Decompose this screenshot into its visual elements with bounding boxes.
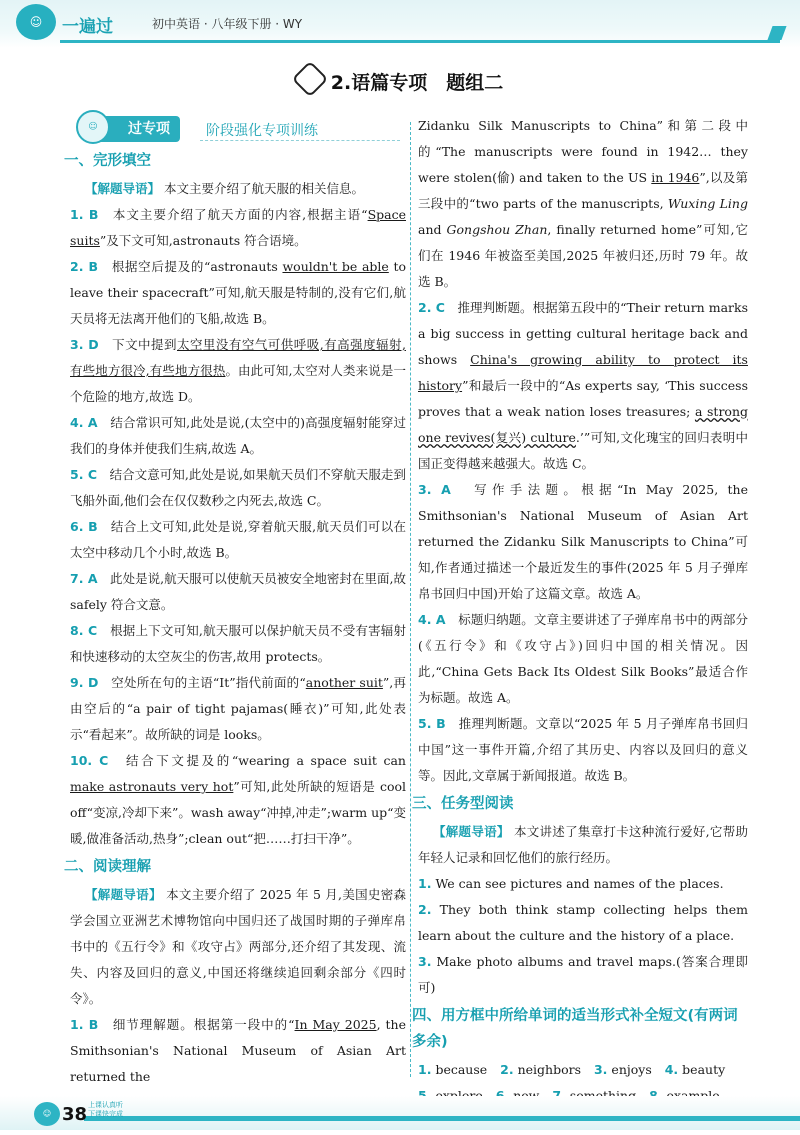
- answer-item-continued: Zidanku Silk Manuscripts to China”和第二段中的“The manuscripts were found in 1942… they were stolen(偷) and taken to the US in 1946”,以及第三段中的“two parts of the manuscripts, Wuxing Ling and Gongshou Zhan, finally returned home”可知,它们在 1946 年被盗至美国,2025 年被归还,历时 79 年。故选 B。: [418, 118, 748, 289]
- section-heading-cloze: 一、完形填空: [64, 153, 151, 169]
- answer-item: 3. A 写作手法题。根据“In May 2025, the Smithsonian's National Museum of Asian Art returned the Zidanku Silk Manuscripts to China”可知,作者通过描述一个最近发生的事件(2025 年 5 月子弹库帛书回归中国)开始了这篇文章。故选 A。: [418, 482, 748, 601]
- answer-item: 2. C 推理判断题。根据第五段中的“Their return marks a big success in getting cultural heritage back and shows China's growing ability to protect its history”和最后一段中的“As experts say, ‘This success proves that a weak nation loses treasures; a strong one revives(复兴) culture.’”可知,文化瑰宝的回归表明中国正变得越来越强大。故选 C。: [418, 300, 748, 471]
- banner-underline: [200, 140, 400, 141]
- answer-item: 8. C 根据上下文可知,航天服可以保护航天员不受有害辐射和快速移动的太空灰尘的伤害,故用 protects。: [70, 623, 406, 664]
- answer-item: 3. Make photo albums and travel maps.(答案合理即可): [418, 954, 748, 995]
- header-rule: [60, 40, 780, 43]
- guide-task-reading: 【解题导语】 本文讲述了集章打卡这种流行爱好,它帮助年轻人记录和回忆他们的旅行经历。: [418, 824, 748, 865]
- word-answer: 2. neighbors: [500, 1062, 581, 1077]
- word-answer: 3. enjoys: [593, 1062, 652, 1077]
- page-title-wrap: [0, 66, 800, 95]
- page-number: 38: [62, 1104, 88, 1125]
- footer-motto: 上课认真听 下课快完成: [88, 1101, 123, 1118]
- left-column: [64, 110, 407, 1090]
- right-column: [412, 113, 748, 1135]
- answer-item: 4. A 结合常识可知,此处是说,(太空中的)高强度辐射能穿过我们的身体并使我们生病,故选 A。: [70, 415, 406, 456]
- answer-item: 5. C 结合文意可知,此处是说,如果航天员们不穿航天服走到飞船外面,他们会在仅仅数秒之内死去,故选 C。: [70, 467, 406, 508]
- answer-item: 2. B 根据空后提及的“astronauts wouldn't be able to leave their spacecraft”可知,航天服是特制的,没有它们,航天员将无法离开他们的飞船,故选 B。: [70, 259, 406, 326]
- answer-item: 2. They both think stamp collecting helps them learn about the culture and the history of a place.: [418, 902, 748, 943]
- answer-item: 4. A 标题归纳题。文章主要讲述了子弹库帛书中的两部分(《五行令》和《攻守占》)回归中国的相关情况。因此,“China Gets Back Its Oldest Silk Books”最适合作为标题。故选 A。: [418, 612, 748, 705]
- section-heading-word-fill: 四、用方框中所给单词的适当形式补全短文(有两词多余): [412, 1008, 738, 1050]
- answer-item: 3. D 下文中提到太空里没有空气可供呼吸,有高强度辐射,有些地方很冷,有些地方很热。由此可知,太空对人类来说是一个危险的地方,故选 D。: [70, 337, 406, 404]
- brand-name: 一遍过: [62, 17, 113, 37]
- mascot-logo-icon: ☺: [16, 4, 56, 40]
- answer-item: 1. B 细节理解题。根据第一段中的“In May 2025, the Smithsonian's National Museum of Asian Art returned the: [70, 1017, 406, 1084]
- section-heading-reading: 二、阅读理解: [64, 859, 151, 875]
- section-heading-task-reading: 三、任务型阅读: [412, 796, 514, 812]
- answer-item: 5. B 推理判断题。文章以“2025 年 5 月子弹库帛书回归中国”这一事件开篇,介绍了其历史、内容以及回归的意义等。因此,文章属于新闻报道。故选 B。: [418, 716, 748, 783]
- mascot-badge-icon: ☺: [76, 110, 110, 144]
- mascot-footer-icon: ☺: [34, 1102, 60, 1126]
- section-banner: [70, 110, 406, 144]
- answer-item: 10. C 结合下文提及的“wearing a space suit can make astronauts very hot”可知,此处所缺的短语是 cool off“变凉,冷却下来”。wash away“冲掉,冲走”;warm up“变暖,做准备活动,热身”;clean out“把……打扫干净”。: [70, 753, 407, 846]
- answer-item: 1. B 本文主要介绍了航天方面的内容,根据主语“Space suits”及下文可知,astronauts 符合语境。: [70, 207, 406, 248]
- banner-text: 阶段强化专项训练: [206, 123, 318, 139]
- footer-rule: [84, 1116, 800, 1121]
- guide-reading: 【解题导语】 本文主要介绍了 2025 年 5 月,美国史密森学会国立亚洲艺术博物馆向中国归还了战国时期的子弹库帛书中的《五行令》和《攻守占》两部分,还介绍了其发现、流失、内容及回归的意义,中国还将继续追回剩余部分《四时令》。: [70, 887, 406, 1006]
- answer-item: 6. B 结合上文可知,此处是说,穿着航天服,航天员们可以在太空中移动几个小时,故选 B。: [70, 519, 406, 560]
- word-answer: 1. because: [418, 1062, 488, 1077]
- column-divider: [410, 122, 411, 1077]
- page-title: 2.语篇专项 题组二: [330, 72, 504, 94]
- answer-item: 9. D 空处所在句的主语“It”指代前面的“another suit”,再由空后的“a pair of tight pajamas(睡衣)”可知,此处表示“看起来”。故所缺的词是 looks。: [70, 675, 406, 742]
- word-answer: 4. beauty: [664, 1062, 726, 1077]
- book-subtitle: 初中英语 · 八年级下册 · WY: [152, 17, 303, 31]
- answer-item: 7. A 此处是说,航天服可以使航天员被安全地密封在里面,故 safely 符合文意。: [70, 571, 406, 612]
- answer-item: 1. We can see pictures and names of the places.: [418, 876, 724, 891]
- guide-cloze: 【解题导语】 本文主要介绍了航天服的相关信息。: [85, 181, 365, 196]
- star-badge-icon: [291, 61, 328, 98]
- banner-label: 过专项: [92, 116, 180, 142]
